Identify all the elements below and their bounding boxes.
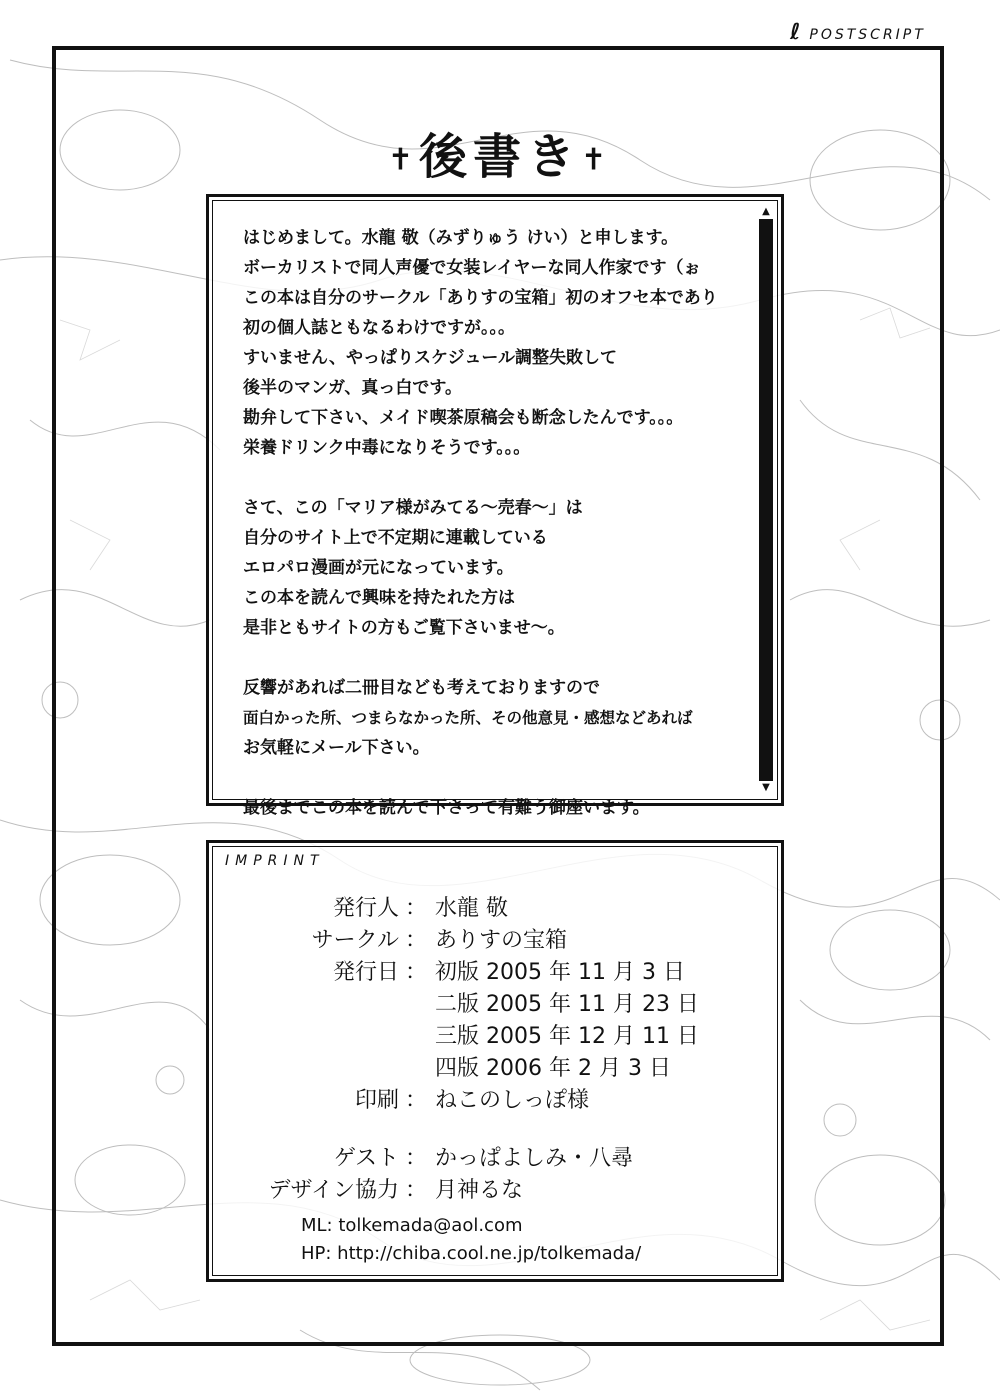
colon: ： [405,1088,428,1113]
message-line: はじめまして。水龍 敬（みずりゅう けい）と申します。 [243,228,679,248]
publisher-key: 発行人 [332,896,399,921]
message-line: 初の個人誌ともなるわけですが。。。 [243,318,515,338]
publisher-value: 水龍 敬 [435,896,508,921]
colon: ： [405,896,428,921]
edition-value: 三版 2005 年 12 月 11 日 [435,1024,699,1049]
message-line: この本は自分のサークル「ありすの宝箱」初のオフセ本であり [243,288,718,308]
imprint-row-edition [209,1019,779,1049]
guest-key: ゲスト [333,1146,399,1171]
colon: ： [405,1178,428,1203]
guest-value: かっぱよしみ・八尋 [435,1146,634,1171]
homepage-url[interactable]: HP: http://chiba.cool.ne.jp/tolkemada/ [301,1243,642,1264]
imprint-box [206,840,784,1282]
colon: ： [405,1146,428,1171]
edition-value: 四版 2006 年 2 月 3 日 [435,1056,671,1081]
colon: ： [405,928,428,953]
imprint-row-print [209,1083,779,1113]
message-line: エロパロ漫画が元になっています。 [243,558,514,578]
circle-key: サークル [311,928,399,953]
print-value: ねこのしっぽ様 [435,1088,590,1113]
postscript-text: POSTSCRIPT [809,27,926,43]
message-box [206,194,784,818]
message-line: 是非ともサイトの方もご覧下さいませ～。 [243,618,565,638]
message-scrollbar[interactable] [759,205,773,795]
imprint-row-design [209,1173,779,1203]
scroll-up-icon[interactable]: ▲ [759,205,773,219]
message-line: この本を読んで興味を持たれた方は [243,588,515,608]
message-line: さて、この「マリア様がみてる～売春～」は [243,498,583,518]
page-title-text: 後書き [418,129,581,185]
postscript-label [790,20,950,45]
mail-address[interactable]: ML: tolkemada@aol.com [301,1215,523,1236]
message-line: 勘弁して下さい、メイド喫茶原稿会も断念したんです。。。 [243,408,684,428]
message-line: 栄養ドリンク中毒になりそうです。。。 [243,438,531,458]
date-key: 発行日 [332,960,399,985]
imprint-row-edition [209,987,779,1017]
message-line: 面白かった所、つまらなかった所、その他意見・感想などあれば [243,709,693,727]
print-key: 印刷 [354,1088,399,1113]
imprint-row-publisher [209,891,779,921]
imprint-row-date [209,955,779,985]
imprint-row-circle [209,923,779,953]
script-mark-icon: ℓ [790,20,804,45]
design-key: デザイン協力 [268,1178,399,1203]
ornament-right-icon: ✝ [581,142,613,178]
scroll-down-icon[interactable]: ▼ [759,781,773,795]
message-line: 後半のマンガ、真っ白です。 [243,378,462,398]
message-gap [243,643,763,673]
message-text [243,223,763,823]
edition-value: 初版 2005 年 11 月 3 日 [435,960,685,985]
page-title [0,118,1000,187]
message-line: すいません、やっぱりスケジュール調整失敗して [243,348,617,368]
message-gap [243,763,763,793]
message-line: お気軽にメール下さい。 [243,738,430,758]
message-line: ボーカリストで同人声優で女装レイヤーな同人作家です（ぉ [243,258,701,278]
imprint-row-guest [209,1141,779,1171]
imprint-row-edition [209,1051,779,1081]
message-line: 反響があれば二冊目なども考えておりますので [243,678,600,698]
edition-value: 二版 2005 年 11 月 23 日 [435,992,699,1017]
circle-value: ありすの宝箱 [435,928,568,953]
ornament-left-icon: ✝ [387,142,419,178]
message-line: 最後までこの本を読んで下さって有難う御座います。 [243,798,650,818]
imprint-heading: IMPRINT [225,853,325,869]
message-gap [243,463,763,493]
message-line: 自分のサイト上で不定期に連載している [243,528,548,548]
colon: ： [405,960,428,985]
design-value: 月神るな [435,1178,524,1203]
